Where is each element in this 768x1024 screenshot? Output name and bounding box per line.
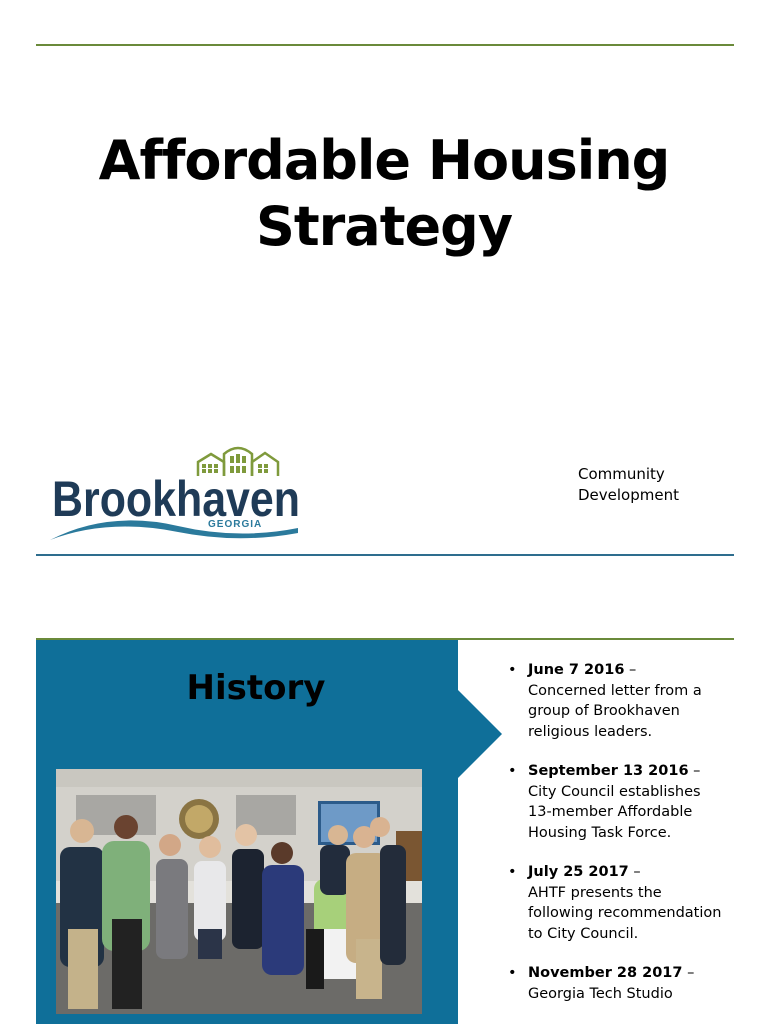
timeline-date: September 13 2016 — [528, 763, 689, 779]
brookhaven-logo — [48, 440, 304, 544]
timeline-item — [508, 963, 728, 1004]
slide-title — [60, 128, 708, 260]
history-heading: History — [186, 668, 326, 708]
title-line-1: Affordable Housing — [98, 129, 670, 192]
timeline-separator: – — [682, 965, 695, 981]
bottom-divider — [36, 554, 734, 556]
svg-text:GEORGIA: GEORGIA — [208, 519, 263, 530]
timeline-separator: – — [688, 763, 701, 779]
timeline-item — [508, 660, 728, 742]
department-line-2: Development — [578, 486, 679, 504]
timeline-date: November 28 2017 — [528, 965, 683, 981]
task-force-group-photo — [56, 769, 422, 1014]
svg-text:Brookhaven: Brookhaven — [52, 471, 300, 527]
history-timeline — [508, 660, 728, 1023]
timeline-date: June 7 2016 — [528, 662, 625, 678]
timeline-text: Georgia Tech Studio — [528, 985, 673, 1002]
top-divider — [36, 44, 734, 46]
department-line-1: Community — [578, 465, 665, 483]
department-label — [578, 464, 679, 506]
title-line-2: Strategy — [255, 195, 513, 258]
timeline-text: Concerned letter from a group of Brookhaven religious leaders. — [528, 682, 702, 740]
timeline-date: July 25 2017 — [528, 864, 629, 880]
timeline-item — [508, 862, 728, 944]
timeline-text: City Council establishes 13-member Affordable Housing Task Force. — [528, 783, 701, 841]
timeline-text: AHTF presents the following recommendation to City Council. — [528, 884, 722, 942]
timeline-separator: – — [628, 864, 641, 880]
timeline-separator: – — [624, 662, 637, 678]
timeline-item — [508, 761, 728, 843]
